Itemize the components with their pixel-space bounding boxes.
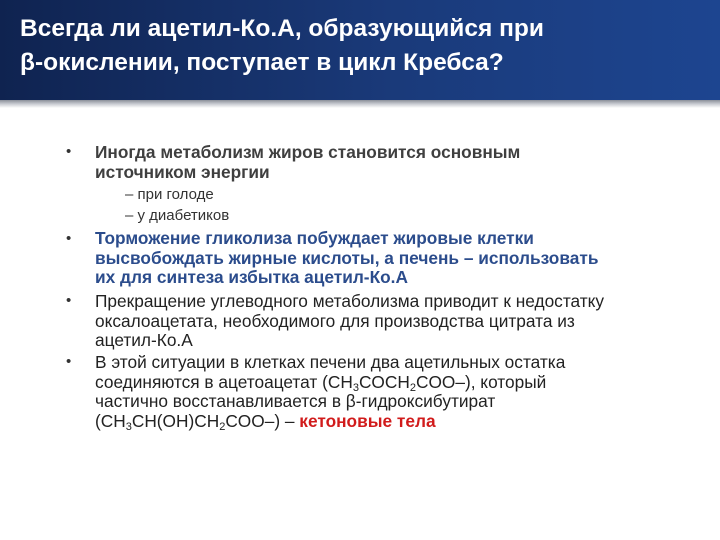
bullet-marker: • — [66, 143, 72, 160]
formula-subscript: 2 — [409, 381, 416, 394]
bullet-3-line-1: Прекращение углеводного метаболизма приводит к недостатку — [95, 291, 605, 311]
bullet-2-text — [95, 229, 705, 288]
formula-part: COO — [225, 410, 265, 431]
bullet-3-line-3: ацетил-Ко.А — [95, 330, 193, 350]
bullet-marker: • — [66, 292, 72, 309]
bullet-1-line-2: источником энергии — [95, 161, 270, 182]
bullet-4-line-4 — [95, 412, 705, 432]
bullet-4-text — [95, 353, 705, 431]
formula-part: –), который — [455, 371, 547, 392]
formula-part: соединяются в ацетоацетат (CH — [95, 371, 353, 392]
bullet-3-line-2: оксалоацетата, необходимого для производства цитрата из — [95, 310, 575, 331]
bullet-1-text — [95, 143, 705, 182]
slide-title-line-1: Всегда ли ацетил-Ко.А, образующийся при — [20, 15, 544, 42]
formula-subscript: 3 — [352, 381, 359, 394]
formula-part: (CH — [95, 410, 126, 431]
formula-part: COO — [415, 371, 456, 392]
sub-item-hunger: – при голоде — [125, 186, 214, 203]
formula-subscript: 2 — [219, 420, 226, 433]
formula-part: –) – — [264, 410, 300, 431]
bullet-marker: • — [66, 353, 72, 370]
formula-part: CH(OH)CH — [131, 410, 220, 431]
bullet-1-line-1: Иногда метаболизм жиров становится основным — [95, 142, 521, 162]
bullet-4-line-1: В этой ситуации в клетках печени два ацетильных остатка — [95, 352, 566, 372]
bullet-4-line-2 — [95, 373, 705, 393]
bullet-marker: • — [66, 230, 72, 247]
bullet-2-line-2: высвобождать жирные кислоты, а печень – использовать — [95, 247, 599, 268]
slide-title-line-2: β-окислении, поступает в цикл Кребса? — [20, 49, 504, 76]
bullet-2-line-1: Торможение гликолиза побуждает жировые клетки — [95, 228, 534, 248]
sub-item-diabetics: – у диабетиков — [125, 207, 230, 224]
bullet-3-text — [95, 292, 705, 351]
formula-part: COCH — [358, 371, 410, 392]
ketone-bodies-highlight: кетоновые тела — [299, 410, 436, 431]
bullet-2-line-3: их для синтеза избытка ацетил-Ко.А — [95, 267, 408, 287]
formula-subscript: 3 — [125, 420, 132, 433]
bullet-4-line-3: частично восстанавливается в β-гидроксибутират — [95, 391, 496, 411]
